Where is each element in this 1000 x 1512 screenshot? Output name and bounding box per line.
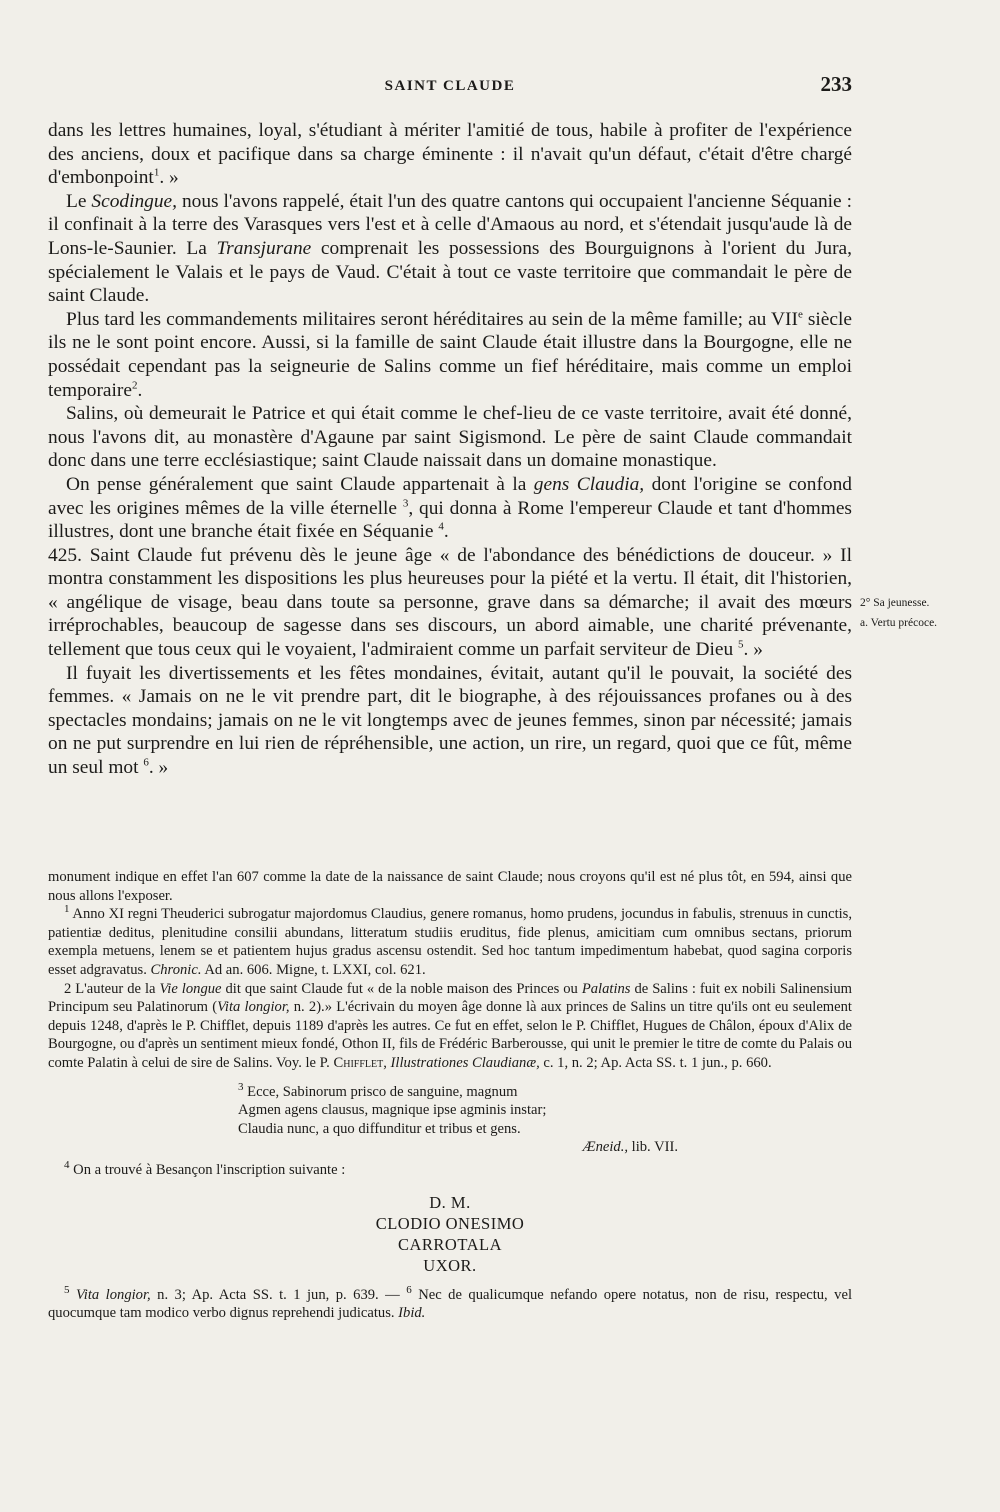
footnote-ref: 3 — [402, 497, 409, 510]
main-text — [48, 119, 852, 780]
footnote-5-6: $^5$ Vita longior, n. 3; Ap. Acta SS. t. 1 jun, p. 639. — $^6$ Nec de qualicumque nefando opere notatus, non de risu, respectu, vel quocumque tam modico verbo dignus reprehendi judicatus. Ibid. — [48, 1283, 852, 1322]
paragraph: Il fuyait les divertissements et les fêtes mondaines, évitait, autant qu'il le pouvait, la société des femmes. « Jamais on ne le vit prendre part, dit le biographe, à des réjouissances profanes ou à des spectacles mondains; jamais on ne le vit longtemps avec de jeunes femmes, sinon par nécessité; jamais on ne put surprendre en lui rien de répréhensible, une action, un rire, un regard, quoi que ce fût, même un seul mot $^6$. » — [48, 662, 852, 779]
margin-note: 2° Sa jeunesse. — [860, 597, 930, 609]
inscription-line: CARROTALA — [397, 1234, 502, 1254]
paragraph: dans les lettres humaines, loyal, s'étudiant à mériter l'amitié de tous, habile à profiter de l'expérience des anciens, doux et pacifique dans sa charge éminente : il n'avait qu'un défaut, c'était d'être chargé d'embonpoint$^1$. » — [48, 120, 852, 189]
paragraph: Plus tard les commandements militaires seront héréditaires au sein de la même famille; au VIIe siècle ils ne le sont point encore. Aussi, si la famille de saint Claude était illustre dans la Bourgogne, elle ne possédait cependant pas la seigneurie de Salins comme un fief héréditaire, mais comme un emploi temporaire$^2$. — [48, 308, 852, 401]
paragraph: 425. Saint Claude fut prévenu dès le jeune âge « de l'abondance des bénédictions de douceur. » Il montra constamment les dispositions les plus heureuses pour la piété et la vertu. Il était, dit l'historien, « angélique de visage, beau dans toute sa personne, grave dans sa démarche; il avait des mœurs irréprochables, beaucoup de sagesse dans ses discours, un abord aimable, une charité prévenante, tellement que tous ceux qui le voyaient, l'admiraient comme un parfait serviteur de Dieu $^5$. » — [48, 544, 852, 661]
footnote-continuation: monument indique en effet l'an 607 comme la date de la naissance de saint Claude; nous croyons qu'il est né plus tôt, en 594, ainsi que nous allons l'exposer. — [48, 869, 852, 904]
footnote-1: $^1$ Anno XI regni Theuderici subrogatur majordomus Claudius, genere romanus, homo prudens, jocundus in fabulis, strenuus in cunctis, patientiæ deditus, plenitudine consilii abundans, litteratum studiis eruditus, fide plenus, amicitiam cum omnibus sectans, priorum exempla metuens, lenem se et patientem hujus gradus ascensu ostendit. Sed hoc tantum impedimentum habebat, quod sagina corporis esset adgravatus. Chronic. Ad an. 606. Migne, t. LXXI, col. 621. — [48, 903, 852, 978]
footnote-ref: 5 — [738, 638, 744, 651]
inscription — [48, 1192, 852, 1276]
verse-line: Claudia nunc, a quo diffunditur et tribus et gens. — [238, 1120, 521, 1137]
footnotes — [48, 868, 852, 1323]
margin-note: a. Vertu précoce. — [860, 617, 938, 629]
footnote-3-verse — [238, 1080, 678, 1157]
paragraph: On pense généralement que saint Claude appartenait à la gens Claudia, dont l'origine se confond avec les origines mêmes de la ville éternelle $^3$, qui donna à Rome l'empereur Claude et tant d'hommes illustres, dont une branche était fixée en Séquanie $^4$. — [48, 473, 852, 543]
running-title: SAINT CLAUDE — [384, 78, 516, 94]
verse-line: $^3$ Ecce, Sabinorum prisco de sanguine, magnum — [238, 1080, 518, 1100]
page-header — [48, 72, 852, 102]
footnote-ref: 6 — [143, 756, 149, 769]
footnote-4: $^4$ On a trouvé à Besançon l'inscription suivante : — [64, 1159, 346, 1178]
verse-line: Agmen agens clausus, magnique ipse agminis instar; — [238, 1102, 547, 1119]
paragraph: Le Scodingue, nous l'avons rappelé, était l'un des quatre cantons qui occupaient l'ancienne Séquanie : il confinait à la terre des Varasques vers l'est et à celle d'Amaous au nord, et s'étendait jusqu'aude là de Lons-le-Saunier. La Transjurane comprenait les possessions des Bourguignons à l'orient du Jura, spécialement le Valais et le pays de Vaud. C'était à tout ce vaste territoire que commandait le père de saint Claude. — [48, 190, 852, 307]
footnote-ref: 2 — [131, 379, 138, 392]
margin-notes — [860, 596, 960, 636]
paragraph: Salins, où demeurait le Patrice et qui était comme le chef-lieu de ce vaste territoire, avait été donné, nous l'avons dit, au monastère d'Agaune par saint Sigismond. Le père de saint Claude commandait donc dans une terre ecclésiastique; saint Claude naissait dans un domaine monastique. — [48, 403, 852, 472]
footnote-ref: 4 — [438, 520, 444, 533]
page-number: 233 — [820, 72, 852, 96]
inscription-line: D. M. — [429, 1192, 471, 1212]
footnote-2: 2 L'auteur de la Vie longue dit que saint Claude fut « de la noble maison des Princes ou Palatins de Salins : fuit ex nobili Salinensium Principum seu Palatinorum (Vita longior, n. 2).» L'écrivain du moyen âge donne là aux princes de Salins un titre qu'ils ont eu seulement depuis 1248, d'après le P. Chifflet, depuis 1189 d'après les autres. Ce fut en effet, selon le P. Chifflet, Hugues de Châlon, époux d'Alix de Bourgogne, ou d'après un sentiment mieux fondé, Othon II, fils de Frédéric Barberousse, qui unit le premier le titre de comte du Palais ou comte Palatin à celui de sire de Salins. Voy. le P. Chifflet, Illustrationes Claudianæ, c. 1, n. 2; Ap. Acta SS. t. 1 jun., p. 660. — [48, 980, 852, 1071]
footnote-ref: 1 — [153, 166, 160, 179]
inscription-line: CLODIO ONESIMO — [375, 1213, 525, 1233]
inscription-line: UXOR. — [423, 1255, 477, 1275]
section-number: 425. — [48, 544, 82, 566]
verse-source: Æneid., lib. VII. — [582, 1139, 678, 1156]
